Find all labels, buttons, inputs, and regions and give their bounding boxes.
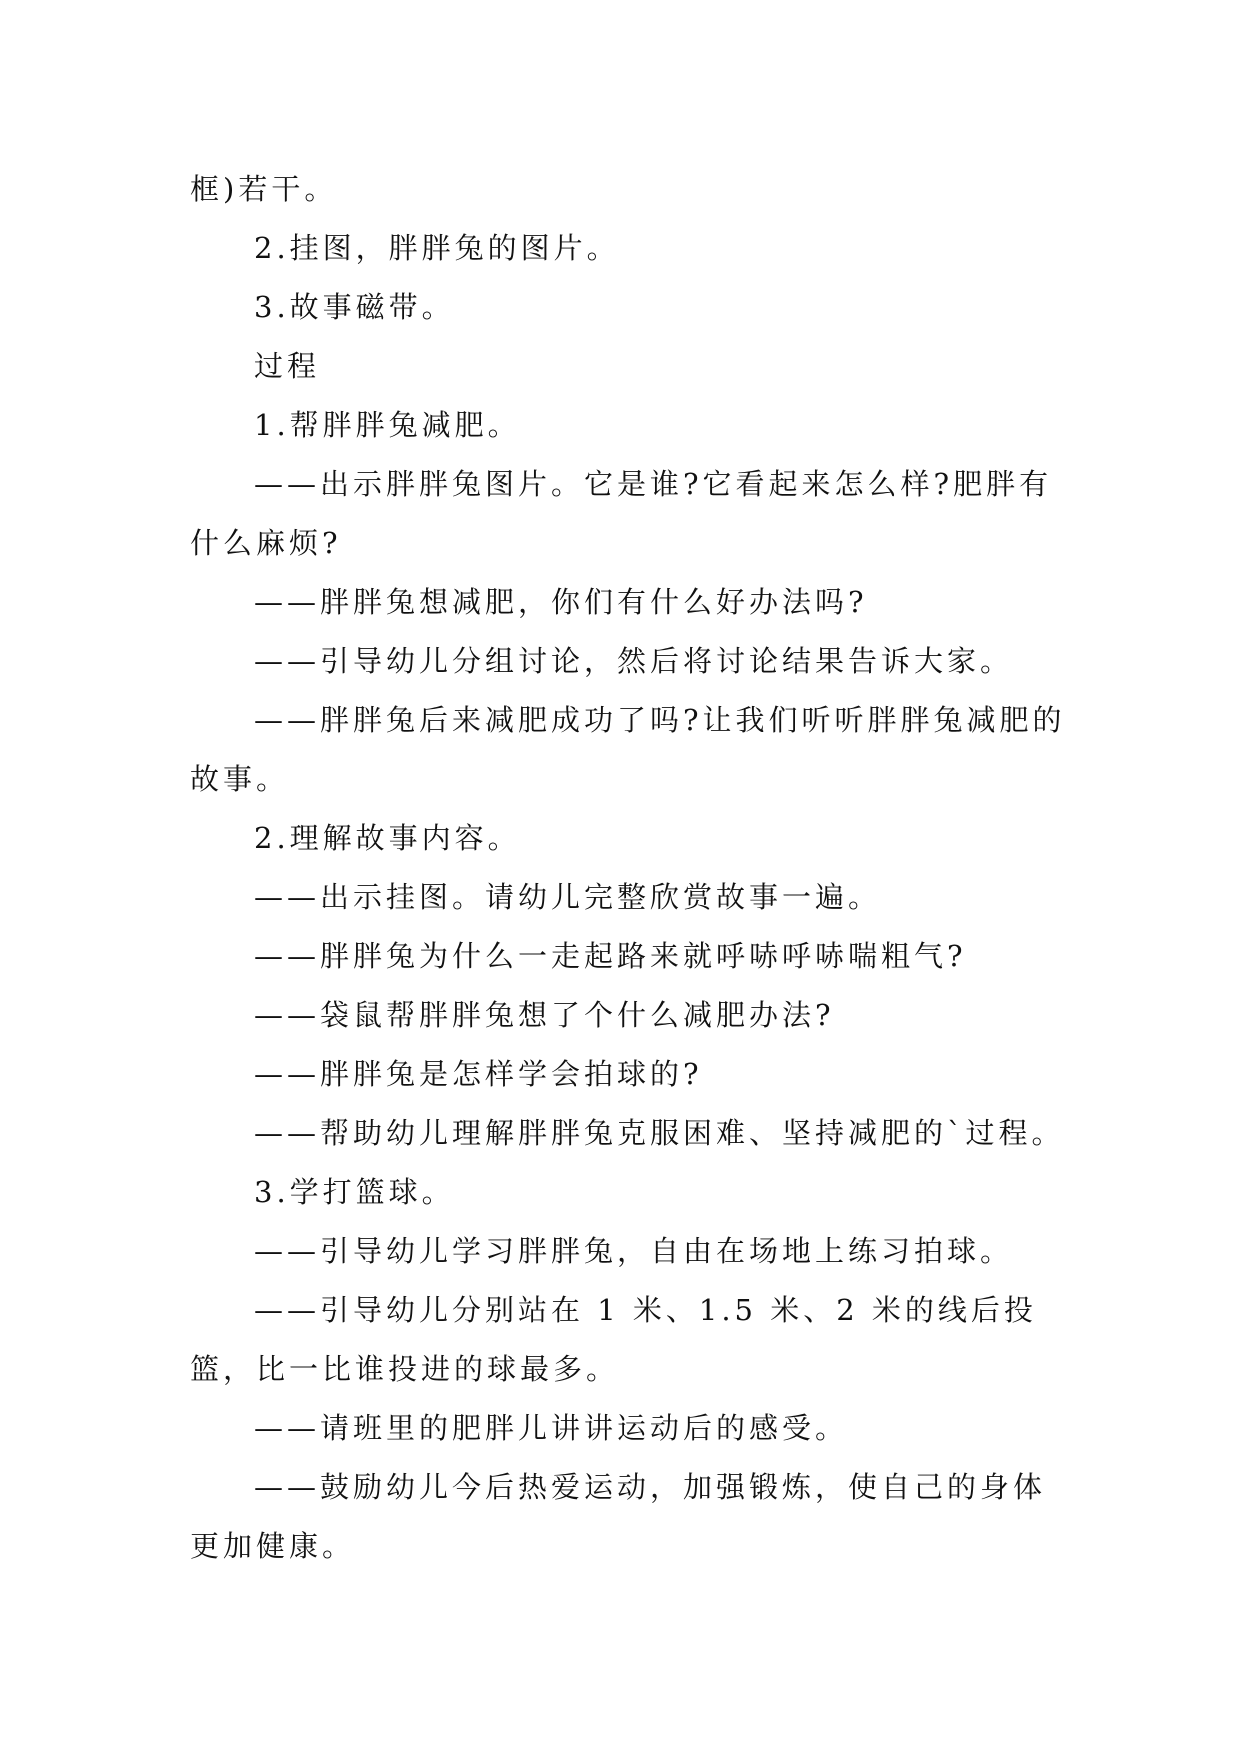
paragraph-material-3: 3.故事磁带。 [254, 290, 455, 324]
paragraph-step-3-item-2: ——引导幼儿分别站在 1 米、1.5 米、2 米的线后投篮，比一比谁投进的球最多。 [190, 1293, 1037, 1386]
paragraph-material-2: 2.挂图，胖胖兔的图片。 [254, 231, 620, 265]
paragraph-materials-continued: 框)若干。 [190, 172, 338, 206]
paragraph-step-2-item-2: ——胖胖兔为什么一走起路来就呼哧呼哧喘粗气? [254, 939, 967, 973]
paragraph-step-2-item-1: ——出示挂图。请幼儿完整欣赏故事一遍。 [254, 880, 882, 914]
step-heading-1: 1.帮胖胖兔减肥。 [254, 408, 521, 442]
section-heading-process: 过程 [254, 349, 321, 383]
paragraph-step-3-item-3: ——请班里的肥胖儿讲讲运动后的感受。 [254, 1411, 849, 1445]
paragraph-step-3-item-1: ——引导幼儿学习胖胖兔，自由在场地上练习拍球。 [254, 1234, 1014, 1268]
step-heading-3: 3.学打篮球。 [254, 1175, 455, 1209]
paragraph-step-2-item-4: ——胖胖兔是怎样学会拍球的? [254, 1057, 703, 1091]
paragraph-step-2-item-3: ——袋鼠帮胖胖兔想了个什么减肥办法? [254, 998, 835, 1032]
paragraph-step-1-item-1: ——出示胖胖兔图片。它是谁?它看起来怎么样?肥胖有什么麻烦? [190, 467, 1053, 560]
paragraph-step-1-item-3: ——引导幼儿分组讨论，然后将讨论结果告诉大家。 [254, 644, 1014, 678]
step-heading-2: 2.理解故事内容。 [254, 821, 521, 855]
paragraph-step-3-item-4: ——鼓励幼儿今后热爱运动，加强锻炼，使自己的身体更加健康。 [190, 1470, 1047, 1563]
paragraph-step-1-item-2: ——胖胖兔想减肥，你们有什么好办法吗? [254, 585, 868, 619]
paragraph-step-1-item-4: ——胖胖兔后来减肥成功了吗?让我们听听胖胖兔减肥的故事。 [190, 703, 1066, 796]
paragraph-step-2-item-5: ——帮助幼儿理解胖胖兔克服困难、坚持减肥的`过程。 [254, 1116, 1065, 1150]
document-body [190, 160, 1070, 1576]
